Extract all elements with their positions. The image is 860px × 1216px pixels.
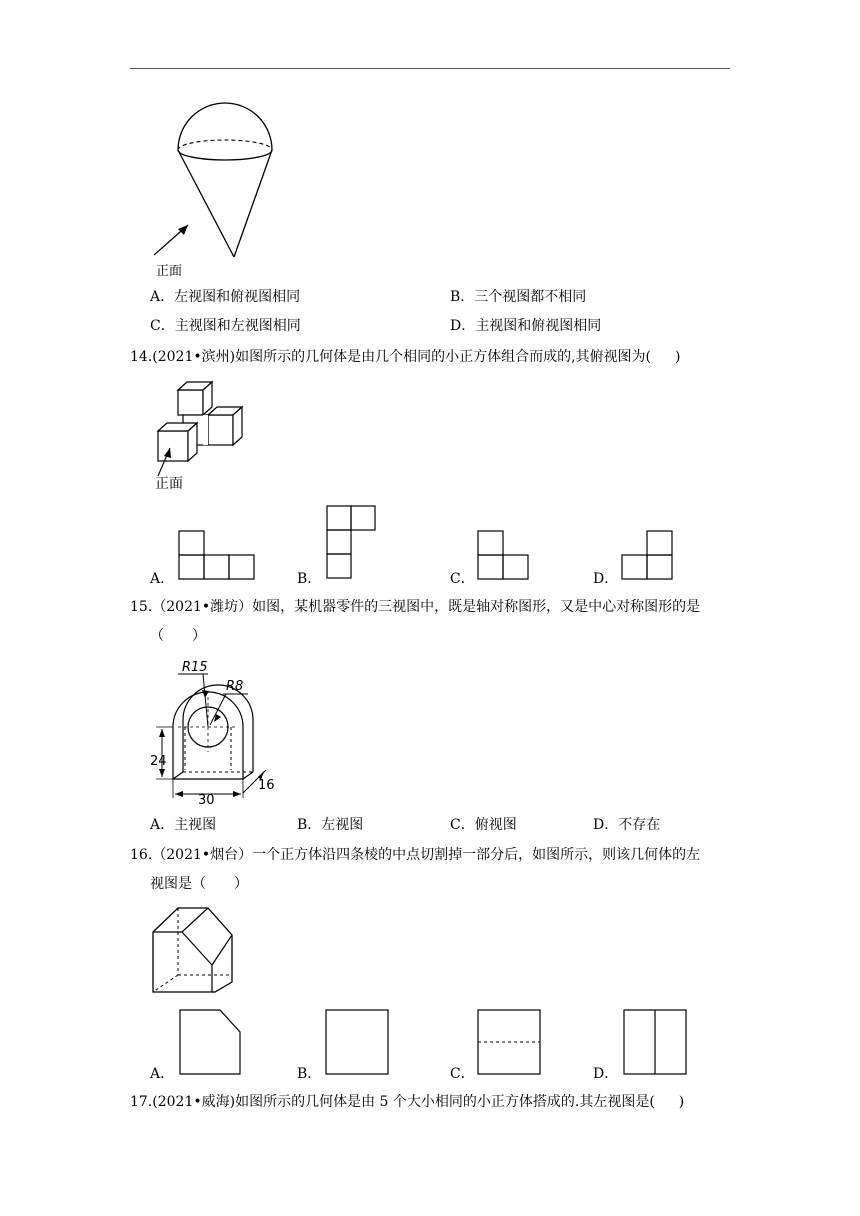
q15-dim-30: 30 bbox=[198, 793, 215, 808]
q14-option-c: C． bbox=[450, 571, 475, 587]
q15-stem: 15.（2021•潍坊）如图，某机器零件的三视图中，既是轴对称图形，又是中心对称图形的是 bbox=[130, 599, 701, 615]
q14-option-c-figure bbox=[477, 530, 532, 582]
q16-option-d: D． bbox=[593, 1066, 619, 1082]
q14-option-d-figure bbox=[622, 530, 677, 582]
q15-dim-24: 24 bbox=[150, 754, 167, 769]
q13-option-b: B．三个视图都不相同 bbox=[450, 289, 587, 305]
q13-option-c: C．主视图和左视图相同 bbox=[150, 318, 301, 334]
q15-dim-16: 16 bbox=[258, 778, 275, 793]
q16-option-c: C． bbox=[450, 1066, 475, 1082]
q16-stem-line2: 视图是（ ） bbox=[150, 876, 248, 892]
q15-paren: （ ） bbox=[150, 628, 206, 644]
q14-option-b: B． bbox=[297, 571, 322, 587]
q16-option-b-figure bbox=[324, 1008, 390, 1076]
q15-option-b: B．左视图 bbox=[297, 817, 364, 833]
q16-figure bbox=[150, 905, 240, 997]
q13-option-d: D．主视图和俯视图相同 bbox=[450, 318, 602, 334]
q16-option-a-figure bbox=[178, 1008, 244, 1076]
q16-stem: 16.（2021•烟台）一个正方体沿四条棱的中点切割掉一部分后，如图所示，则该几何体的左 bbox=[130, 847, 701, 863]
q14-option-a-figure bbox=[178, 530, 258, 582]
q15-option-d: D．不存在 bbox=[593, 817, 661, 833]
q14-stem: 14.(2021•滨州)如图所示的几何体是由几个相同的小正方体组合而成的,其俯视图为( ) bbox=[130, 349, 681, 365]
q16-option-b: B． bbox=[297, 1066, 322, 1082]
q14-option-b-figure bbox=[326, 505, 378, 583]
q14-option-d: D． bbox=[593, 571, 619, 587]
q14-option-a: A． bbox=[150, 571, 175, 587]
q15-dim-r8: R8 bbox=[226, 679, 244, 694]
q17-stem: 17.(2021•威海)如图所示的几何体是由 5 个大小相同的小正方体搭成的.其左视图是( ) bbox=[130, 1094, 685, 1110]
q15-dim-r15: R15 bbox=[182, 660, 208, 675]
q13-option-a: A．左视图和俯视图相同 bbox=[150, 289, 301, 305]
q16-option-d-figure bbox=[622, 1008, 688, 1076]
q13-figure bbox=[140, 95, 300, 285]
header-rule bbox=[130, 68, 730, 69]
q13-front-label: 正面 bbox=[156, 264, 183, 279]
q15-figure bbox=[148, 652, 283, 807]
q15-option-c: C．俯视图 bbox=[450, 817, 517, 833]
q16-option-a: A． bbox=[150, 1066, 175, 1082]
q16-option-c-figure bbox=[476, 1008, 542, 1076]
q15-option-a: A．主视图 bbox=[150, 817, 217, 833]
q14-figure bbox=[150, 378, 250, 493]
q14-front-label: 正面 bbox=[155, 476, 183, 492]
